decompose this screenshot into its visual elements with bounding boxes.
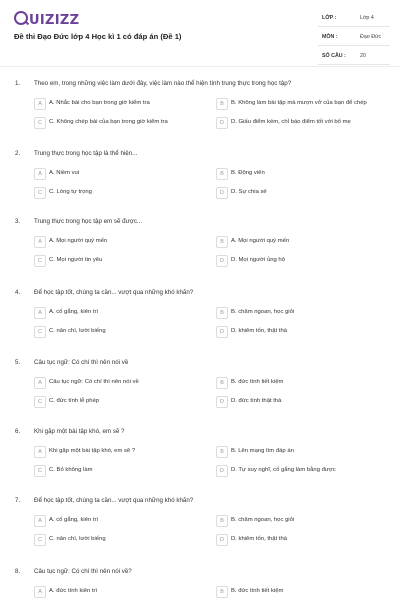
option-letter-badge: B bbox=[216, 515, 228, 527]
option-letter-badge: B bbox=[216, 98, 228, 110]
worksheet-header bbox=[0, 0, 400, 66]
question-text: Để học tập tốt, chúng ta cần... vượt qua những khó khăn? bbox=[34, 497, 194, 504]
quizizz-logo bbox=[14, 11, 79, 28]
option-letter-badge: C bbox=[34, 534, 46, 546]
option-text: C. nản chí, lười biếng bbox=[49, 328, 106, 334]
option-text: D. Tự suy nghĩ, cố gắng làm bằng được bbox=[231, 467, 336, 473]
option-text: C. Mọi người tin yêu bbox=[49, 257, 103, 263]
option-text: B. Lên mạng tìm đáp án bbox=[231, 448, 294, 454]
question-text: Trung thực trong học tập em sẽ được... bbox=[34, 218, 143, 225]
option-text: B. chăm ngoan, học giỏi bbox=[231, 517, 295, 523]
option-letter-badge: C bbox=[34, 255, 46, 267]
option-letter-badge: B bbox=[216, 236, 228, 248]
meta-value: Đạo Đức bbox=[360, 34, 382, 40]
logo-q-icon bbox=[14, 11, 28, 25]
option-text: A. cố gắng, kiên trì bbox=[49, 517, 99, 523]
question-text: Để học tập tốt, chúng ta cần... vượt qua những khó khăn? bbox=[34, 289, 194, 296]
question-number: 6. bbox=[15, 428, 21, 435]
option-text: D. khiêm tốn, thật thà bbox=[231, 328, 287, 334]
option-letter-badge: C bbox=[34, 117, 46, 129]
option-letter-badge: A bbox=[34, 98, 46, 110]
option-text: D. đức tính thật thà bbox=[231, 398, 282, 404]
option-letter-badge: D bbox=[216, 255, 228, 267]
option-text: Câu tục ngữ: Có chí thì nên nói về bbox=[49, 379, 139, 385]
option-letter-badge: A bbox=[34, 307, 46, 319]
option-letter-badge: D bbox=[216, 187, 228, 199]
meta-row-subject bbox=[318, 31, 390, 46]
question-text: Trung thực trong học tập là thể hiện... bbox=[34, 150, 138, 157]
option-letter-badge: D bbox=[216, 396, 228, 408]
option-letter-badge: C bbox=[34, 187, 46, 199]
question-number: 3. bbox=[15, 218, 21, 225]
meta-label: LỚP : bbox=[322, 15, 337, 21]
logo-text: UIZIZZ bbox=[29, 13, 80, 28]
option-letter-badge: D bbox=[216, 465, 228, 477]
question-number: 8. bbox=[15, 568, 21, 575]
question-text: Khi gặp một bài tập khó, em sẽ ? bbox=[34, 428, 125, 435]
meta-label: SỐ CÂU : bbox=[322, 53, 346, 59]
document-title: Đề thi Đạo Đức lớp 4 Học kì 1 có đáp án (Đề 1) bbox=[14, 32, 182, 41]
meta-value: Lớp 4 bbox=[360, 15, 374, 21]
option-letter-badge: D bbox=[216, 117, 228, 129]
option-letter-badge: A bbox=[34, 377, 46, 389]
option-text: B. chăm ngoan, học giỏi bbox=[231, 309, 295, 315]
option-letter-badge: A bbox=[34, 446, 46, 458]
option-letter-badge: C bbox=[34, 326, 46, 338]
meta-value: 20 bbox=[360, 53, 366, 59]
question-number: 4. bbox=[15, 289, 21, 296]
question-number: 2. bbox=[15, 150, 21, 157]
question-text: Câu tục ngữ: Có chí thì nên nói về? bbox=[34, 568, 132, 575]
option-text: A. Nhắc bài cho bạn trong giờ kiểm tra bbox=[49, 100, 150, 106]
header-divider bbox=[0, 66, 400, 67]
option-text: D. khiêm tốn, thật thà bbox=[231, 536, 287, 542]
question-text: Theo em, trong những việc làm dưới đây, việc làm nào thể hiện tính trung thực trong học tập? bbox=[34, 80, 292, 87]
option-letter-badge: B bbox=[216, 586, 228, 598]
option-text: D. Sự chia sẻ bbox=[231, 189, 267, 195]
option-text: C. Lòng tự trọng bbox=[49, 189, 92, 195]
meta-row-class bbox=[318, 12, 390, 27]
option-text: A. đức tính kiên trì bbox=[49, 588, 98, 594]
option-letter-badge: A bbox=[34, 168, 46, 180]
option-text: B. đức tính tiết kiệm bbox=[231, 588, 284, 594]
option-text: B. đức tính tiết kiệm bbox=[231, 379, 284, 385]
option-text: B. Không làm bài tập mà mượn vở của bạn để chép bbox=[231, 100, 367, 106]
option-letter-badge: C bbox=[34, 396, 46, 408]
option-text: A. cố gắng, kiên trì bbox=[49, 309, 99, 315]
option-text: C. đức tính lễ phép bbox=[49, 398, 100, 404]
question-number: 1. bbox=[15, 80, 21, 87]
option-letter-badge: B bbox=[216, 446, 228, 458]
meta-row-count bbox=[318, 50, 390, 65]
option-letter-badge: A bbox=[34, 236, 46, 248]
option-letter-badge: D bbox=[216, 326, 228, 338]
option-text: C. Không chép bài của bạn trong giờ kiểm tra bbox=[49, 119, 168, 125]
question-number: 5. bbox=[15, 359, 21, 366]
option-text: C. Bỏ không làm bbox=[49, 467, 93, 473]
question-number: 7. bbox=[15, 497, 21, 504]
option-letter-badge: A bbox=[34, 586, 46, 598]
meta-panel bbox=[318, 12, 390, 69]
option-text: C. nản chí, lười biếng bbox=[49, 536, 106, 542]
option-text: D. Mọi người ủng hộ bbox=[231, 257, 285, 263]
option-letter-badge: A bbox=[34, 515, 46, 527]
option-letter-badge: B bbox=[216, 168, 228, 180]
option-letter-badge: B bbox=[216, 307, 228, 319]
option-letter-badge: D bbox=[216, 534, 228, 546]
option-letter-badge: C bbox=[34, 465, 46, 477]
option-text: A. Niềm vui bbox=[49, 170, 80, 176]
option-text: D. Giấu điểm kém, chỉ báo điểm tốt với bố mẹ bbox=[231, 119, 351, 125]
option-text: A. Mọi người quý mến bbox=[49, 238, 108, 244]
option-text: Khi gặp một bài tập khó, em sẽ ? bbox=[49, 448, 136, 454]
option-letter-badge: B bbox=[216, 377, 228, 389]
meta-label: MÔN : bbox=[322, 34, 338, 40]
option-text: A. Mọi người quý mến bbox=[231, 238, 290, 244]
question-text: Câu tục ngữ: Có chí thì nên nói về bbox=[34, 359, 129, 366]
option-text: B. Động viên bbox=[231, 170, 265, 176]
